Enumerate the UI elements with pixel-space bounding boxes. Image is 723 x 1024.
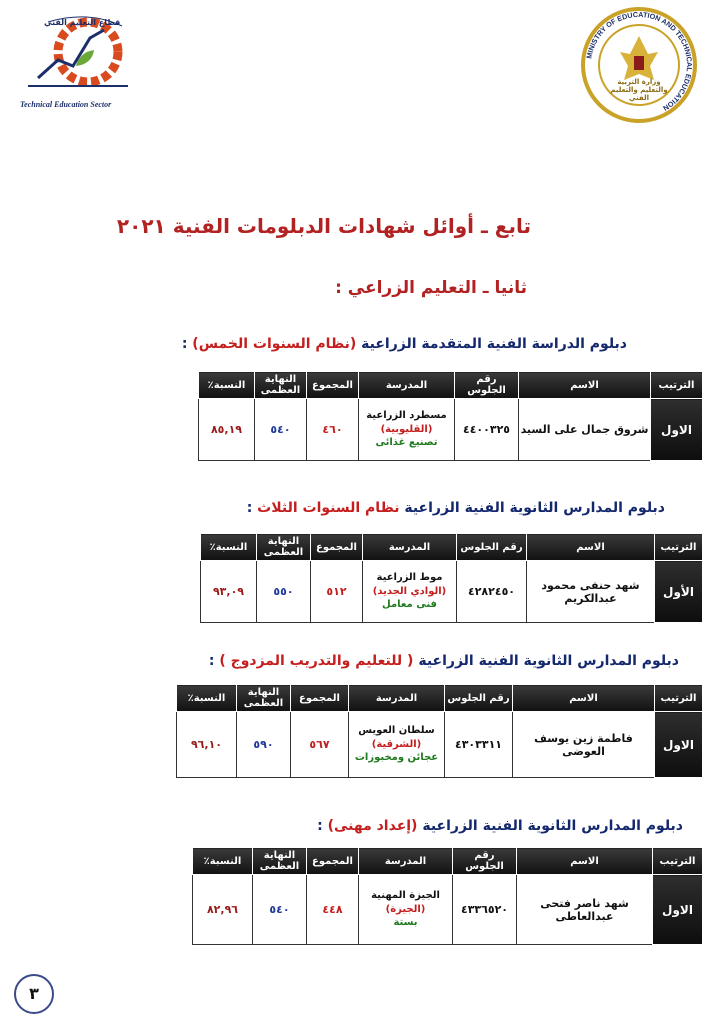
header-school: المدرسة — [349, 685, 445, 712]
rank-cell: الأول — [655, 561, 703, 623]
table-4-title-highlight: (إعداد مهنى) — [327, 818, 418, 834]
rank-cell: الاول — [653, 875, 703, 945]
governorate: (الجيزة) — [385, 903, 426, 915]
table-1-title-main: دبلوم الدراسة الفنية المتقدمة الزراعية — [356, 336, 627, 352]
sector-arabic-text: قطاع التعليم الفني — [44, 18, 121, 27]
governorate: (القليوبية) — [380, 423, 433, 435]
results-table-3 — [176, 684, 703, 778]
header-seat: رقم الجلوس — [445, 685, 513, 712]
total-cell: ٥٦٧ — [291, 712, 349, 778]
seat-cell: ٤٣٣٦٥٢٠ — [453, 875, 517, 945]
school-name: موط الزراعية — [376, 572, 443, 584]
header-seat: رقم الجلوس — [453, 848, 517, 875]
header-seat: رقم الجلوس — [455, 372, 519, 399]
school-cell — [359, 875, 453, 945]
table-header-row — [193, 848, 703, 875]
table-2-title — [247, 500, 665, 516]
total-cell: ٤٤٨ — [307, 875, 359, 945]
header-school: المدرسة — [359, 372, 455, 399]
header-seat: رقم الجلوس — [457, 534, 527, 561]
header-rank: الترتيب — [655, 534, 703, 561]
ministry-ring-text: MINISTRY OF EDUCATION AND TECHNICAL EDUCATION — [584, 9, 695, 113]
header-max: النهاية العظمى — [255, 372, 307, 399]
school-name: سلطان العويس — [358, 725, 435, 737]
total-cell: ٤٦٠ — [307, 399, 359, 461]
header-pct: النسبة٪ — [201, 534, 257, 561]
percentage-cell: ٨٥,١٩ — [199, 399, 255, 461]
table-row — [177, 712, 703, 778]
results-table-2 — [200, 533, 703, 623]
table-row — [201, 561, 703, 623]
rank-cell: الاول — [655, 712, 703, 778]
percentage-cell: ٨٢,٩٦ — [193, 875, 253, 945]
table-1-title — [182, 336, 627, 352]
rank-cell: الاول — [651, 399, 703, 461]
table-row — [199, 399, 703, 461]
max-cell: ٥٤٠ — [255, 399, 307, 461]
table-2-title-main: دبلوم المدارس الثانوية الفنية الزراعية — [399, 500, 665, 516]
school-cell — [363, 561, 457, 623]
percentage-cell: ٩٣,٠٩ — [201, 561, 257, 623]
header-rank: الترتيب — [655, 685, 703, 712]
table-header-row — [177, 685, 703, 712]
table-4-title — [317, 818, 683, 834]
percentage-cell: ٩٦,١٠ — [177, 712, 237, 778]
technical-education-sector-logo — [18, 8, 136, 118]
table-2-title-end: : — [246, 500, 258, 516]
name-cell: شروق جمال على السيد — [519, 399, 651, 461]
school-cell — [359, 399, 455, 461]
ministry-arabic-text: وزارة التربية والتعليم والتعليم الفني — [610, 78, 668, 102]
header-max: النهاية العظمى — [237, 685, 291, 712]
governorate: (الوادي الجديد) — [372, 585, 447, 597]
specialization: فنى معامل — [382, 599, 437, 611]
name-cell: شهد حنفى محمود عبدالكريم — [527, 561, 655, 623]
table-2-title-highlight: نظام السنوات الثلاث — [257, 500, 400, 516]
table-header-row — [201, 534, 703, 561]
table-3-title — [209, 653, 679, 669]
header-total: المجموع — [307, 372, 359, 399]
header-rank: الترتيب — [653, 848, 703, 875]
page-main-title: تابع ـ أوائل شهادات الدبلومات الفنية ٢٠٢١ — [116, 214, 531, 238]
header-total: المجموع — [307, 848, 359, 875]
header-total: المجموع — [291, 685, 349, 712]
name-cell: فاطمة زين يوسف العوضى — [513, 712, 655, 778]
sector-english-text: Technical Education Sector — [20, 100, 112, 109]
table-3-title-end: : — [208, 653, 220, 669]
governorate: (الشرقية) — [371, 738, 422, 750]
header-total: المجموع — [311, 534, 363, 561]
header-pct: النسبة٪ — [193, 848, 253, 875]
header-name: الاسم — [519, 372, 651, 399]
header-school: المدرسة — [359, 848, 453, 875]
ministry-seal-icon — [580, 6, 698, 124]
table-3-title-main: دبلوم المدارس الثانوية الفنية الزراعية — [413, 653, 679, 669]
header-name: الاسم — [527, 534, 655, 561]
header-school: المدرسة — [363, 534, 457, 561]
table-row — [193, 875, 703, 945]
table-4-title-end: : — [317, 818, 328, 834]
max-cell: ٥٥٠ — [257, 561, 311, 623]
seat-cell: ٤٣٠٣٣١١ — [445, 712, 513, 778]
header-pct: النسبة٪ — [199, 372, 255, 399]
section-title-agricultural: ثانيا ـ التعليم الزراعي : — [335, 278, 527, 298]
table-4-title-main: دبلوم المدارس الثانوية الفنية الزراعية — [417, 818, 683, 834]
header-rank: الترتيب — [651, 372, 703, 399]
max-cell: ٥٤٠ — [253, 875, 307, 945]
specialization: بستة — [393, 917, 418, 929]
name-cell: شهد ناصر فتحى عبدالعاطى — [517, 875, 653, 945]
school-name: الجيزة المهنية — [371, 890, 440, 902]
school-name: مسطرد الزراعية — [366, 410, 447, 422]
specialization: تصنيع غذائى — [375, 437, 438, 449]
header-name: الاسم — [513, 685, 655, 712]
seat-cell: ٤٤٠٠٣٢٥ — [455, 399, 519, 461]
max-cell: ٥٩٠ — [237, 712, 291, 778]
results-table-4 — [192, 847, 703, 945]
specialization: عجائن ومخبوزات — [354, 752, 439, 764]
school-cell — [349, 712, 445, 778]
header-max: النهاية العظمى — [257, 534, 311, 561]
header-name: الاسم — [517, 848, 653, 875]
ministry-seal-logo — [580, 6, 698, 124]
seat-cell: ٤٢٨٢٤٥٠ — [457, 561, 527, 623]
total-cell: ٥١٢ — [311, 561, 363, 623]
header-max: النهاية العظمى — [253, 848, 307, 875]
table-1-title-end: : — [181, 336, 193, 352]
table-3-title-highlight: ( للتعليم والتدريب المزدوج ) — [219, 653, 414, 669]
results-table-1 — [198, 371, 703, 461]
table-1-title-highlight: (نظام السنوات الخمس) — [192, 336, 357, 352]
table-header-row — [199, 372, 703, 399]
header-pct: النسبة٪ — [177, 685, 237, 712]
page-number: ٣ — [14, 974, 54, 1014]
